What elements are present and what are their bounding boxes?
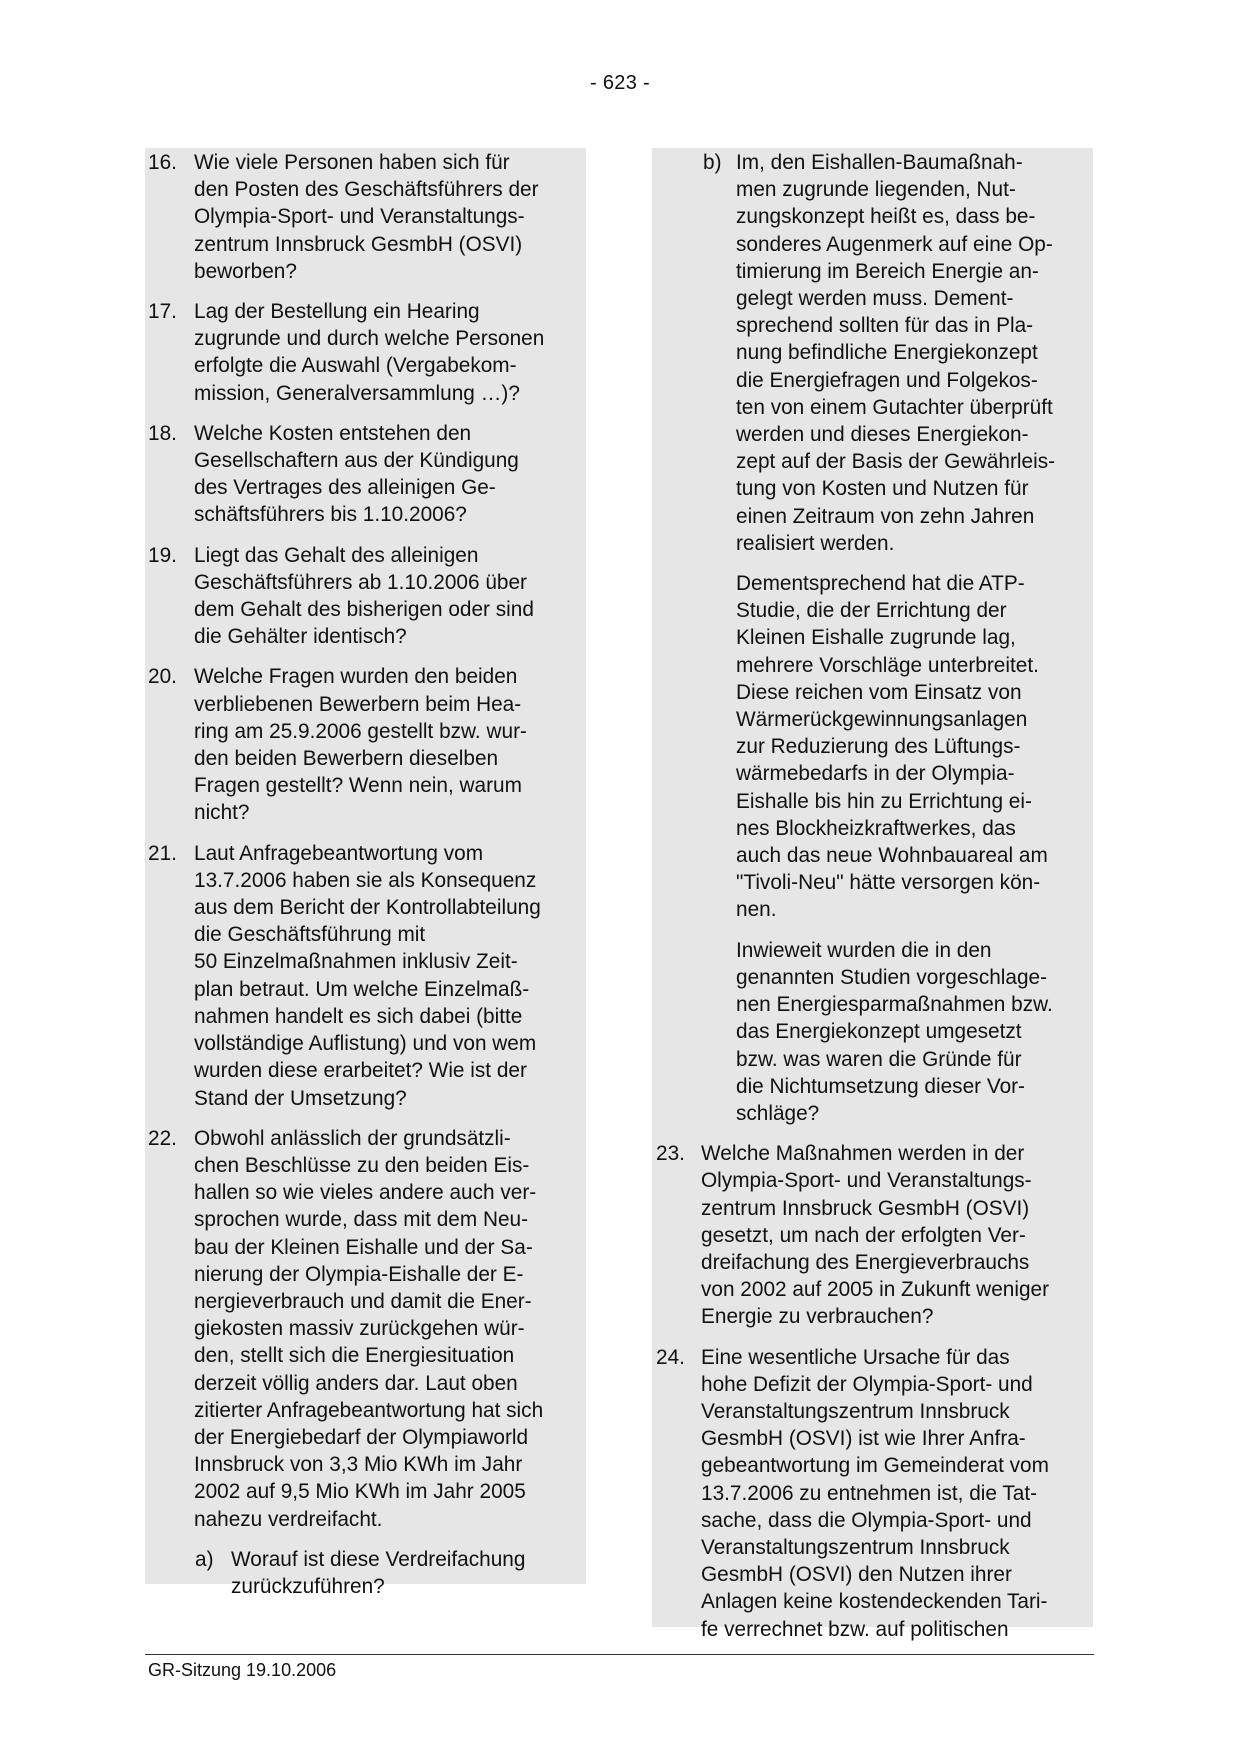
text-line: Eishalle bis hin zu Errichtung ei-	[736, 789, 1032, 813]
text-line: wurden diese erarbeitet? Wie ist der	[194, 1059, 527, 1083]
text-line: zept auf der Basis der Gewährleis-	[736, 450, 1056, 474]
text-line: das Energiekonzept umgesetzt	[736, 1020, 1022, 1044]
question-item	[145, 663, 586, 826]
footer-divider	[145, 1654, 1094, 1655]
text-line: die Nichtumsetzung dieser Vor-	[736, 1074, 1025, 1098]
text-line: dem Gehalt des bisherigen oder sind	[194, 598, 534, 622]
question-item	[652, 1344, 1093, 1643]
text-line: Eine wesentliche Ursache für das	[701, 1345, 1010, 1369]
text-line: derzeit völlig anders dar. Laut oben	[194, 1371, 518, 1395]
text-line: Fragen gestellt? Wenn nein, warum	[194, 774, 522, 798]
text-line: mission, Generalversammlung …)?	[194, 381, 520, 405]
text-line: die Energiefragen und Folgekos-	[736, 368, 1038, 392]
text-line: zentrum Innsbruck GesmbH (OSVI)	[194, 232, 523, 256]
text-line: Olympia-Sport- und Veranstaltungs-	[194, 205, 525, 229]
text-line: Studie, die der Errichtung der	[736, 599, 1007, 623]
text-line: 13.7.2006 haben sie als Konsequenz	[194, 868, 537, 892]
item-number: 16.	[148, 151, 177, 174]
text-line: Diese reichen vom Einsatz von	[736, 680, 1022, 704]
text-line: des Vertrages des alleinigen Ge-	[194, 476, 496, 500]
text-line: bzw. was waren die Gründe für	[736, 1047, 1022, 1071]
text-line: Worauf ist diese Verdreifachung	[231, 1547, 526, 1571]
text-line: timierung im Bereich Energie an-	[736, 259, 1039, 283]
text-line: die Geschäftsführung mit	[194, 923, 426, 947]
text-line: den beiden Bewerbern dieselben	[194, 747, 499, 771]
question-item	[145, 840, 586, 1112]
text-line: Geschäftsführers ab 1.10.2006 über	[194, 570, 527, 594]
text-line: Im, den Eishallen-Baumaßnah-	[736, 151, 1023, 174]
text-line: zurückzuführen?	[231, 1574, 385, 1598]
question-item	[145, 420, 586, 529]
text-line: zur Reduzierung des Lüftungs-	[736, 735, 1021, 759]
text-line: Wärmerückgewinnungsanlagen	[736, 708, 1028, 732]
text-line: Wie viele Personen haben sich für	[194, 151, 510, 174]
text-line: Veranstaltungszentrum Innsbruck	[701, 1399, 1010, 1423]
text-line: schäftsführers bis 1.10.2006?	[194, 503, 467, 527]
text-line: nes Blockheizkraftwerkes, das	[736, 816, 1016, 840]
text-line: plan betraut. Um welche Einzelmaß-	[194, 977, 530, 1001]
sub-question-item	[145, 1546, 586, 1600]
text-line: nahmen handelt es sich dabei (bitte	[194, 1004, 523, 1028]
text-line: mehrere Vorschläge unterbreitet.	[736, 653, 1039, 677]
text-line: giekosten massiv zurückgehen wür-	[194, 1317, 525, 1341]
text-line: Obwohl anlässlich der grundsätzli-	[194, 1126, 511, 1150]
text-line: sprochen wurde, dass mit dem Neu-	[194, 1208, 529, 1232]
item-number: 23.	[656, 1142, 685, 1166]
text-line: sprechend sollten für das in Pla-	[736, 314, 1034, 338]
text-line: zungskonzept heißt es, dass be-	[736, 205, 1036, 229]
text-line: GesmbH (OSVI) ist wie Ihrer Anfra-	[701, 1427, 1026, 1451]
text-line: von 2002 auf 2005 in Zukunft weniger	[701, 1278, 1050, 1302]
text-line: gelegt werden muss. Dement-	[736, 287, 1014, 311]
question-item	[145, 542, 586, 651]
text-line: nen Energiesparmaßnahmen bzw.	[736, 993, 1053, 1017]
text-line: zentrum Innsbruck GesmbH (OSVI)	[701, 1196, 1030, 1220]
text-line: ring am 25.9.2006 gestellt bzw. wur-	[194, 719, 527, 743]
text-line: nahezu verdreifacht.	[194, 1507, 383, 1531]
text-line: sonderes Augenmerk auf eine Op-	[736, 232, 1053, 256]
text-line: Liegt das Gehalt des alleinigen	[194, 543, 479, 567]
item-number: 20.	[148, 665, 177, 689]
text-line: Gesellschaftern aus der Kündigung	[194, 449, 519, 473]
item-number: 19.	[148, 543, 177, 567]
text-line: erfolgte die Auswahl (Vergabekom-	[194, 354, 517, 378]
text-line: Kleinen Eishalle zugrunde lag,	[736, 626, 1016, 650]
page-number: - 623 -	[590, 72, 650, 94]
text-line: Dementsprechend hat die ATP-	[736, 572, 1025, 596]
text-line: bau der Kleinen Eishalle und der Sa-	[194, 1235, 533, 1259]
text-line: nung befindliche Energiekonzept	[736, 341, 1038, 365]
text-line: zitierter Anfragebeantwortung hat sich	[194, 1398, 544, 1422]
text-line: "Tivoli-Neu" hätte versorgen kön-	[736, 871, 1041, 895]
text-line: den Posten des Geschäftsführers der	[194, 178, 539, 202]
right-column	[652, 148, 1093, 1641]
text-line: nen.	[736, 898, 777, 922]
text-line: wärmebedarfs in der Olympia-	[736, 762, 1015, 786]
item-number: 21.	[148, 841, 177, 865]
text-line: Stand der Umsetzung?	[194, 1086, 407, 1110]
text-line: 13.7.2006 zu entnehmen ist, die Tat-	[701, 1481, 1038, 1505]
text-line: schläge?	[736, 1101, 820, 1125]
text-line: vollständige Auflistung) und von wem	[194, 1032, 537, 1056]
text-line: 50 Einzelmaßnahmen inklusiv Zeit-	[194, 950, 518, 974]
text-line: Olympia-Sport- und Veranstaltungs-	[701, 1169, 1032, 1193]
question-item	[145, 298, 586, 407]
text-line: Welche Maßnahmen werden in der	[701, 1142, 1025, 1166]
text-line: hallen so wie vieles andere auch ver-	[194, 1181, 537, 1205]
text-line: Veranstaltungszentrum Innsbruck	[701, 1535, 1010, 1559]
text-line: aus dem Bericht der Kontrollabteilung	[194, 896, 541, 920]
text-line: auch das neue Wohnbauareal am	[736, 844, 1048, 868]
text-line: zugrunde und durch welche Personen	[194, 327, 545, 351]
question-item	[652, 1140, 1093, 1330]
text-line: nergieverbrauch und damit die Ener-	[194, 1289, 532, 1313]
text-line: Laut Anfragebeantwortung vom	[194, 841, 484, 865]
text-line: die Gehälter identisch?	[194, 625, 407, 649]
text-line: chen Beschlüsse zu den beiden Eis-	[194, 1153, 530, 1177]
item-number: 18.	[148, 421, 177, 445]
text-line: gebeantwortung im Gemeinderat vom	[701, 1454, 1049, 1478]
question-item	[145, 1125, 586, 1533]
footer-text: GR-Sitzung 19.10.2006	[148, 1660, 337, 1680]
text-line: genannten Studien vorgeschlage-	[736, 965, 1048, 989]
text-line: fe verrechnet bzw. auf politischen	[701, 1617, 1009, 1641]
item-number: a)	[195, 1547, 214, 1571]
text-line: sache, dass die Olympia-Sport- und	[701, 1508, 1032, 1532]
text-line: Welche Kosten entstehen den	[194, 421, 472, 445]
text-line: beworben?	[194, 259, 297, 283]
text-line: realisiert werden.	[736, 531, 895, 555]
text-line: 2002 auf 9,5 Mio KWh im Jahr 2005	[194, 1480, 526, 1504]
text-line: GesmbH (OSVI) den Nutzen ihrer	[701, 1563, 1012, 1587]
text-line: Energie zu verbrauchen?	[701, 1305, 934, 1329]
item-number: b)	[703, 151, 722, 174]
text-line: Welche Fragen wurden den beiden	[194, 665, 518, 689]
text-line: werden und dieses Energiekon-	[736, 423, 1029, 447]
text-line: nierung der Olympia-Eishalle der E-	[194, 1262, 524, 1286]
text-line: Innsbruck von 3,3 Mio KWh im Jahr	[194, 1453, 523, 1477]
paragraph	[652, 570, 1093, 924]
text-line: men zugrunde liegenden, Nut-	[736, 178, 1016, 202]
text-line: der Energiebedarf der Olympiaworld	[194, 1425, 529, 1449]
text-line: nicht?	[194, 801, 250, 825]
text-line: Inwieweit wurden die in den	[736, 938, 992, 962]
text-line: Lag der Bestellung ein Hearing	[194, 300, 480, 324]
question-item	[145, 149, 586, 285]
text-line: tung von Kosten und Nutzen für	[736, 477, 1029, 501]
text-line: gesetzt, um nach der erfolgten Ver-	[701, 1223, 1026, 1247]
text-line: einen Zeitraum von zehn Jahren	[736, 504, 1035, 528]
text-line: ten von einem Gutachter überprüft	[736, 395, 1053, 419]
text-line: Anlagen keine kostendeckenden Tari-	[701, 1590, 1048, 1614]
item-number: 22.	[148, 1126, 177, 1150]
paragraph	[652, 937, 1093, 1127]
text-line: dreifachung des Energieverbrauchs	[701, 1250, 1030, 1274]
sub-question-item	[652, 149, 1093, 557]
item-number: 17.	[148, 300, 177, 324]
item-number: 24.	[656, 1345, 685, 1369]
left-column	[145, 148, 586, 1598]
text-line: hohe Defizit der Olympia-Sport- und	[701, 1372, 1033, 1396]
text-line: den, stellt sich die Energiesituation	[194, 1344, 515, 1368]
text-line: verbliebenen Bewerbern beim Hea-	[194, 692, 522, 716]
